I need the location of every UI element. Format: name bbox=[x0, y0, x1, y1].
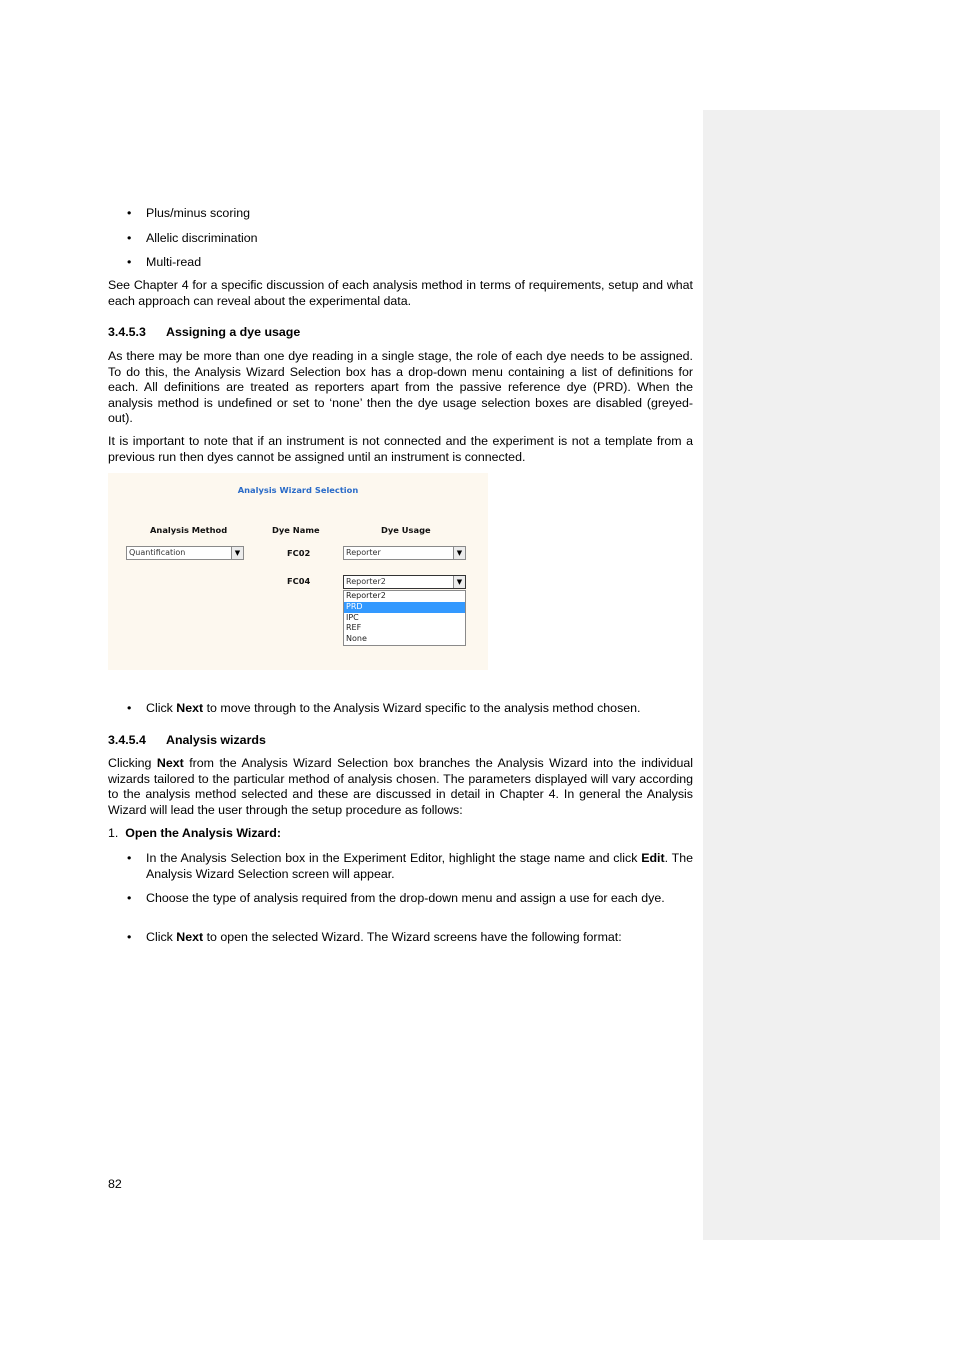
dialog-title: Analysis Wizard Selection bbox=[237, 485, 359, 495]
list-item: • In the Analysis Selection box in the Experiment Editor, highlight the stage name and click Edit. The Analysis Wizard Selection screen will appear. bbox=[127, 851, 694, 881]
option-prd[interactable]: PRD bbox=[344, 602, 465, 613]
paragraph: It is important to note that if an instrument is not connected and the experiment is not a template from a previous run then dyes cannot be assigned until an instrument is connected. bbox=[108, 434, 693, 464]
section-heading: 3.4.5.4 Analysis wizards bbox=[108, 733, 266, 747]
option-ipc[interactable]: IPC bbox=[346, 612, 359, 622]
list-item: • Plus/minus scoring bbox=[127, 206, 250, 220]
paragraph: See Chapter 4 for a specific discussion of each analysis method in terms of requirements, setup and what each approach can reveal about the experimental data. bbox=[108, 278, 693, 308]
dye-usage-select[interactable]: Reporter ▼ bbox=[343, 546, 466, 560]
step-heading: 1. Open the Analysis Wizard: bbox=[108, 826, 281, 840]
chevron-down-icon: ▼ bbox=[453, 576, 465, 588]
dye-name: FC04 bbox=[287, 576, 311, 586]
list-item: • Multi-read bbox=[127, 255, 202, 269]
dye-usage-options bbox=[343, 590, 466, 646]
analysis-method-select[interactable]: Quantification ▼ bbox=[126, 546, 244, 560]
paragraph: As there may be more than one dye reading in a single stage, the role of each dye needs to be assigned. To do this, the Analysis Wizard Selection box has a drop-down menu containing a list of definitions for each. All definitions are treated as reporters apart from the passive reference dye (PRD). When the analysis method is undefined or set to ‘none’ then the dye usage selection boxes are disabled (greyed-out). bbox=[108, 349, 693, 426]
dye-usage-select[interactable]: Reporter2 ▼ bbox=[343, 575, 466, 589]
list-item: • Allelic discrimination bbox=[127, 231, 258, 245]
option-ref[interactable]: REF bbox=[346, 623, 362, 633]
analysis-wizard-screenshot bbox=[108, 473, 488, 670]
section-heading: 3.4.5.3 Assigning a dye usage bbox=[108, 325, 301, 339]
option-none[interactable]: None bbox=[346, 634, 367, 644]
paragraph: Clicking Next from the Analysis Wizard Selection box branches the Analysis Wizard into the individual wizards tailored to the particular method of analysis chosen. The parameters displayed will vary according to the analysis method selected and these are discussed in detail in Chapter 4. In general the Analysis Wizard will lead the user through the setup procedure as follows: bbox=[108, 756, 694, 817]
list-item: • Click Next to open the selected Wizard. The Wizard screens have the following format: bbox=[127, 930, 622, 944]
column-header-dye: Dye Name bbox=[272, 525, 320, 535]
comment-margin bbox=[703, 110, 940, 1240]
column-header-method: Analysis Method bbox=[150, 525, 228, 535]
option-reporter2[interactable]: Reporter2 bbox=[346, 591, 386, 600]
chevron-down-icon: ▼ bbox=[453, 547, 465, 559]
column-header-usage: Dye Usage bbox=[381, 525, 431, 535]
list-item: • Click Next to move through to the Analysis Wizard specific to the analysis method chosen. bbox=[127, 701, 641, 715]
chevron-down-icon: ▼ bbox=[231, 547, 243, 559]
dye-name: FC02 bbox=[287, 548, 311, 558]
page-number: 82 bbox=[108, 1177, 122, 1191]
list-item: • Choose the type of analysis required from the drop-down menu and assign a use for each dye. bbox=[127, 891, 665, 905]
